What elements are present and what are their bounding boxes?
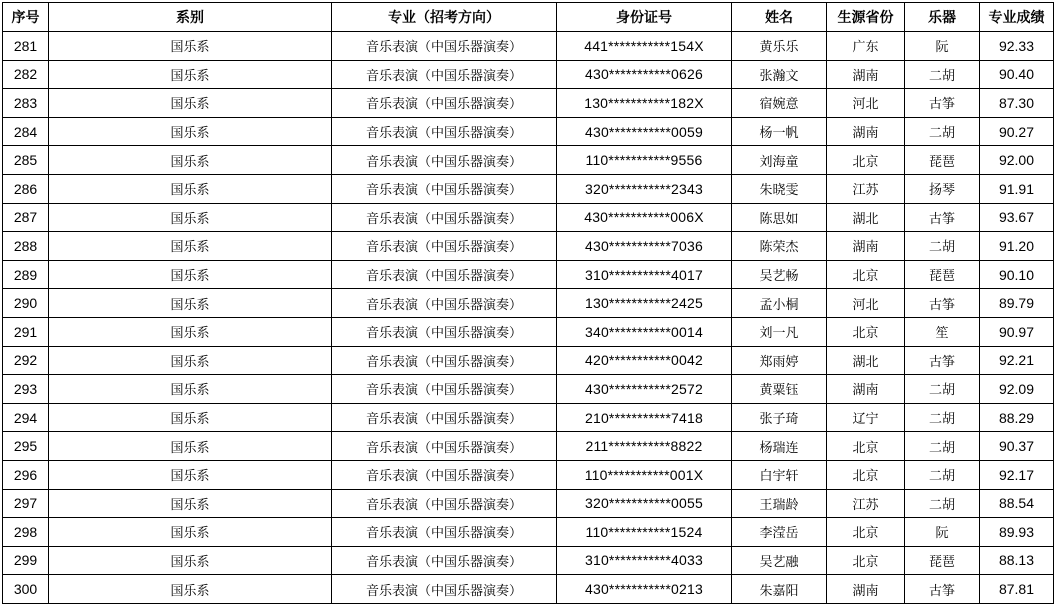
major-cell: 音乐表演（中国乐器演奏）: [332, 289, 557, 318]
name-cell: 白宇轩: [732, 460, 827, 489]
major-cell: 音乐表演（中国乐器演奏）: [332, 546, 557, 575]
major-cell: 音乐表演（中国乐器演奏）: [332, 375, 557, 404]
table-row: [3, 317, 1054, 346]
major-cell: 音乐表演（中国乐器演奏）: [332, 203, 557, 232]
id-number-cell: 340***********0014: [557, 317, 732, 346]
province-cell: 北京: [827, 317, 905, 346]
score-table-sheet: [2, 2, 1053, 604]
major-cell: 音乐表演（中国乐器演奏）: [332, 89, 557, 118]
table-row: [3, 203, 1054, 232]
instrument-cell: 古筝: [905, 289, 980, 318]
id-number-cell: 211***********8822: [557, 432, 732, 461]
table-row: [3, 117, 1054, 146]
score-cell: 92.09: [980, 375, 1054, 404]
name-cell: 吴艺融: [732, 546, 827, 575]
instrument-cell: 二胡: [905, 375, 980, 404]
major-cell: 音乐表演（中国乐器演奏）: [332, 460, 557, 489]
score-cell: 92.33: [980, 32, 1054, 61]
instrument-cell: 二胡: [905, 232, 980, 261]
department-cell: 国乐系: [49, 32, 332, 61]
department-cell: 国乐系: [49, 489, 332, 518]
province-cell: 辽宁: [827, 403, 905, 432]
department-cell: 国乐系: [49, 317, 332, 346]
province-cell: 广东: [827, 32, 905, 61]
table-row: [3, 460, 1054, 489]
table-row: [3, 232, 1054, 261]
major-cell: 音乐表演（中国乐器演奏）: [332, 489, 557, 518]
name-cell: 王瑞龄: [732, 489, 827, 518]
name-cell: 郑雨婷: [732, 346, 827, 375]
department-cell: 国乐系: [49, 89, 332, 118]
major-cell: 音乐表演（中国乐器演奏）: [332, 32, 557, 61]
serial-number-cell: 286: [3, 174, 49, 203]
score-cell: 92.00: [980, 146, 1054, 175]
table-row: [3, 89, 1054, 118]
score-cell: 93.67: [980, 203, 1054, 232]
department-cell: 国乐系: [49, 346, 332, 375]
instrument-cell: 阮: [905, 32, 980, 61]
instrument-cell: 阮: [905, 518, 980, 547]
id-number-cell: 130***********2425: [557, 289, 732, 318]
name-cell: 张子琦: [732, 403, 827, 432]
province-cell: 湖南: [827, 232, 905, 261]
instrument-cell: 二胡: [905, 117, 980, 146]
header-score: 专业成绩: [980, 3, 1054, 32]
serial-number-cell: 287: [3, 203, 49, 232]
name-cell: 孟小桐: [732, 289, 827, 318]
name-cell: 朱嘉阳: [732, 575, 827, 604]
instrument-cell: 琵琶: [905, 146, 980, 175]
score-cell: 90.37: [980, 432, 1054, 461]
name-cell: 陈思如: [732, 203, 827, 232]
id-number-cell: 320***********2343: [557, 174, 732, 203]
name-cell: 黄乐乐: [732, 32, 827, 61]
header-instrument: 乐器: [905, 3, 980, 32]
name-cell: 刘一凡: [732, 317, 827, 346]
id-number-cell: 310***********4033: [557, 546, 732, 575]
id-number-cell: 430***********2572: [557, 375, 732, 404]
table-row: [3, 174, 1054, 203]
major-cell: 音乐表演（中国乐器演奏）: [332, 174, 557, 203]
table-row: [3, 575, 1054, 604]
province-cell: 北京: [827, 546, 905, 575]
province-cell: 北京: [827, 518, 905, 547]
department-cell: 国乐系: [49, 403, 332, 432]
major-cell: 音乐表演（中国乐器演奏）: [332, 117, 557, 146]
score-cell: 89.79: [980, 289, 1054, 318]
department-cell: 国乐系: [49, 546, 332, 575]
table-row: [3, 518, 1054, 547]
province-cell: 河北: [827, 289, 905, 318]
id-number-cell: 430***********0059: [557, 117, 732, 146]
score-cell: 88.54: [980, 489, 1054, 518]
major-cell: 音乐表演（中国乐器演奏）: [332, 60, 557, 89]
score-cell: 88.29: [980, 403, 1054, 432]
major-cell: 音乐表演（中国乐器演奏）: [332, 260, 557, 289]
header-department: 系别: [49, 3, 332, 32]
province-cell: 湖北: [827, 203, 905, 232]
id-number-cell: 110***********9556: [557, 146, 732, 175]
province-cell: 江苏: [827, 174, 905, 203]
instrument-cell: 古筝: [905, 203, 980, 232]
id-number-cell: 110***********001X: [557, 460, 732, 489]
instrument-cell: 笙: [905, 317, 980, 346]
department-cell: 国乐系: [49, 432, 332, 461]
province-cell: 北京: [827, 460, 905, 489]
header-row: [3, 3, 1054, 32]
serial-number-cell: 291: [3, 317, 49, 346]
score-cell: 90.97: [980, 317, 1054, 346]
score-cell: 87.81: [980, 575, 1054, 604]
major-cell: 音乐表演（中国乐器演奏）: [332, 232, 557, 261]
name-cell: 杨一帆: [732, 117, 827, 146]
department-cell: 国乐系: [49, 146, 332, 175]
department-cell: 国乐系: [49, 518, 332, 547]
instrument-cell: 二胡: [905, 60, 980, 89]
id-number-cell: 430***********0626: [557, 60, 732, 89]
province-cell: 湖南: [827, 60, 905, 89]
score-cell: 92.17: [980, 460, 1054, 489]
serial-number-cell: 293: [3, 375, 49, 404]
id-number-cell: 430***********0213: [557, 575, 732, 604]
id-number-cell: 310***********4017: [557, 260, 732, 289]
name-cell: 陈荣杰: [732, 232, 827, 261]
id-number-cell: 110***********1524: [557, 518, 732, 547]
id-number-cell: 210***********7418: [557, 403, 732, 432]
major-cell: 音乐表演（中国乐器演奏）: [332, 146, 557, 175]
province-cell: 江苏: [827, 489, 905, 518]
header-name: 姓名: [732, 3, 827, 32]
department-cell: 国乐系: [49, 232, 332, 261]
name-cell: 李滢岳: [732, 518, 827, 547]
header-major: 专业（招考方向）: [332, 3, 557, 32]
name-cell: 黄粟钰: [732, 375, 827, 404]
name-cell: 吴艺畅: [732, 260, 827, 289]
table-body: [3, 32, 1054, 604]
serial-number-cell: 284: [3, 117, 49, 146]
score-cell: 90.40: [980, 60, 1054, 89]
table-row: [3, 489, 1054, 518]
serial-number-cell: 283: [3, 89, 49, 118]
header-province: 生源省份: [827, 3, 905, 32]
serial-number-cell: 281: [3, 32, 49, 61]
department-cell: 国乐系: [49, 375, 332, 404]
table-row: [3, 346, 1054, 375]
table-row: [3, 403, 1054, 432]
serial-number-cell: 297: [3, 489, 49, 518]
serial-number-cell: 282: [3, 60, 49, 89]
department-cell: 国乐系: [49, 575, 332, 604]
serial-number-cell: 285: [3, 146, 49, 175]
instrument-cell: 古筝: [905, 89, 980, 118]
serial-number-cell: 292: [3, 346, 49, 375]
major-cell: 音乐表演（中国乐器演奏）: [332, 518, 557, 547]
score-cell: 87.30: [980, 89, 1054, 118]
major-cell: 音乐表演（中国乐器演奏）: [332, 575, 557, 604]
province-cell: 湖南: [827, 375, 905, 404]
province-cell: 湖北: [827, 346, 905, 375]
major-cell: 音乐表演（中国乐器演奏）: [332, 317, 557, 346]
table-row: [3, 146, 1054, 175]
table-row: [3, 60, 1054, 89]
score-cell: 91.91: [980, 174, 1054, 203]
table-row: [3, 432, 1054, 461]
score-cell: 88.13: [980, 546, 1054, 575]
serial-number-cell: 299: [3, 546, 49, 575]
province-cell: 河北: [827, 89, 905, 118]
department-cell: 国乐系: [49, 289, 332, 318]
instrument-cell: 二胡: [905, 403, 980, 432]
serial-number-cell: 298: [3, 518, 49, 547]
score-cell: 90.27: [980, 117, 1054, 146]
name-cell: 张瀚文: [732, 60, 827, 89]
table-row: [3, 260, 1054, 289]
instrument-cell: 古筝: [905, 575, 980, 604]
table-row: [3, 289, 1054, 318]
id-number-cell: 420***********0042: [557, 346, 732, 375]
province-cell: 湖南: [827, 117, 905, 146]
serial-number-cell: 288: [3, 232, 49, 261]
score-cell: 91.20: [980, 232, 1054, 261]
serial-number-cell: 296: [3, 460, 49, 489]
serial-number-cell: 294: [3, 403, 49, 432]
table-row: [3, 32, 1054, 61]
serial-number-cell: 300: [3, 575, 49, 604]
major-cell: 音乐表演（中国乐器演奏）: [332, 432, 557, 461]
score-cell: 92.21: [980, 346, 1054, 375]
serial-number-cell: 289: [3, 260, 49, 289]
instrument-cell: 古筝: [905, 346, 980, 375]
serial-number-cell: 290: [3, 289, 49, 318]
instrument-cell: 扬琴: [905, 174, 980, 203]
header-id-number: 身份证号: [557, 3, 732, 32]
instrument-cell: 琵琶: [905, 546, 980, 575]
id-number-cell: 441***********154X: [557, 32, 732, 61]
department-cell: 国乐系: [49, 203, 332, 232]
department-cell: 国乐系: [49, 460, 332, 489]
name-cell: 宿婉意: [732, 89, 827, 118]
name-cell: 朱晓雯: [732, 174, 827, 203]
name-cell: 杨瑞连: [732, 432, 827, 461]
table-row: [3, 546, 1054, 575]
department-cell: 国乐系: [49, 174, 332, 203]
score-cell: 90.10: [980, 260, 1054, 289]
province-cell: 北京: [827, 260, 905, 289]
table-row: [3, 375, 1054, 404]
department-cell: 国乐系: [49, 260, 332, 289]
province-cell: 北京: [827, 432, 905, 461]
province-cell: 湖南: [827, 575, 905, 604]
province-cell: 北京: [827, 146, 905, 175]
id-number-cell: 430***********7036: [557, 232, 732, 261]
instrument-cell: 二胡: [905, 432, 980, 461]
department-cell: 国乐系: [49, 117, 332, 146]
score-table: [2, 2, 1054, 604]
header-serial-number: 序号: [3, 3, 49, 32]
department-cell: 国乐系: [49, 60, 332, 89]
major-cell: 音乐表演（中国乐器演奏）: [332, 403, 557, 432]
id-number-cell: 430***********006X: [557, 203, 732, 232]
name-cell: 刘海童: [732, 146, 827, 175]
instrument-cell: 琵琶: [905, 260, 980, 289]
id-number-cell: 320***********0055: [557, 489, 732, 518]
id-number-cell: 130***********182X: [557, 89, 732, 118]
major-cell: 音乐表演（中国乐器演奏）: [332, 346, 557, 375]
instrument-cell: 二胡: [905, 460, 980, 489]
score-cell: 89.93: [980, 518, 1054, 547]
instrument-cell: 二胡: [905, 489, 980, 518]
serial-number-cell: 295: [3, 432, 49, 461]
